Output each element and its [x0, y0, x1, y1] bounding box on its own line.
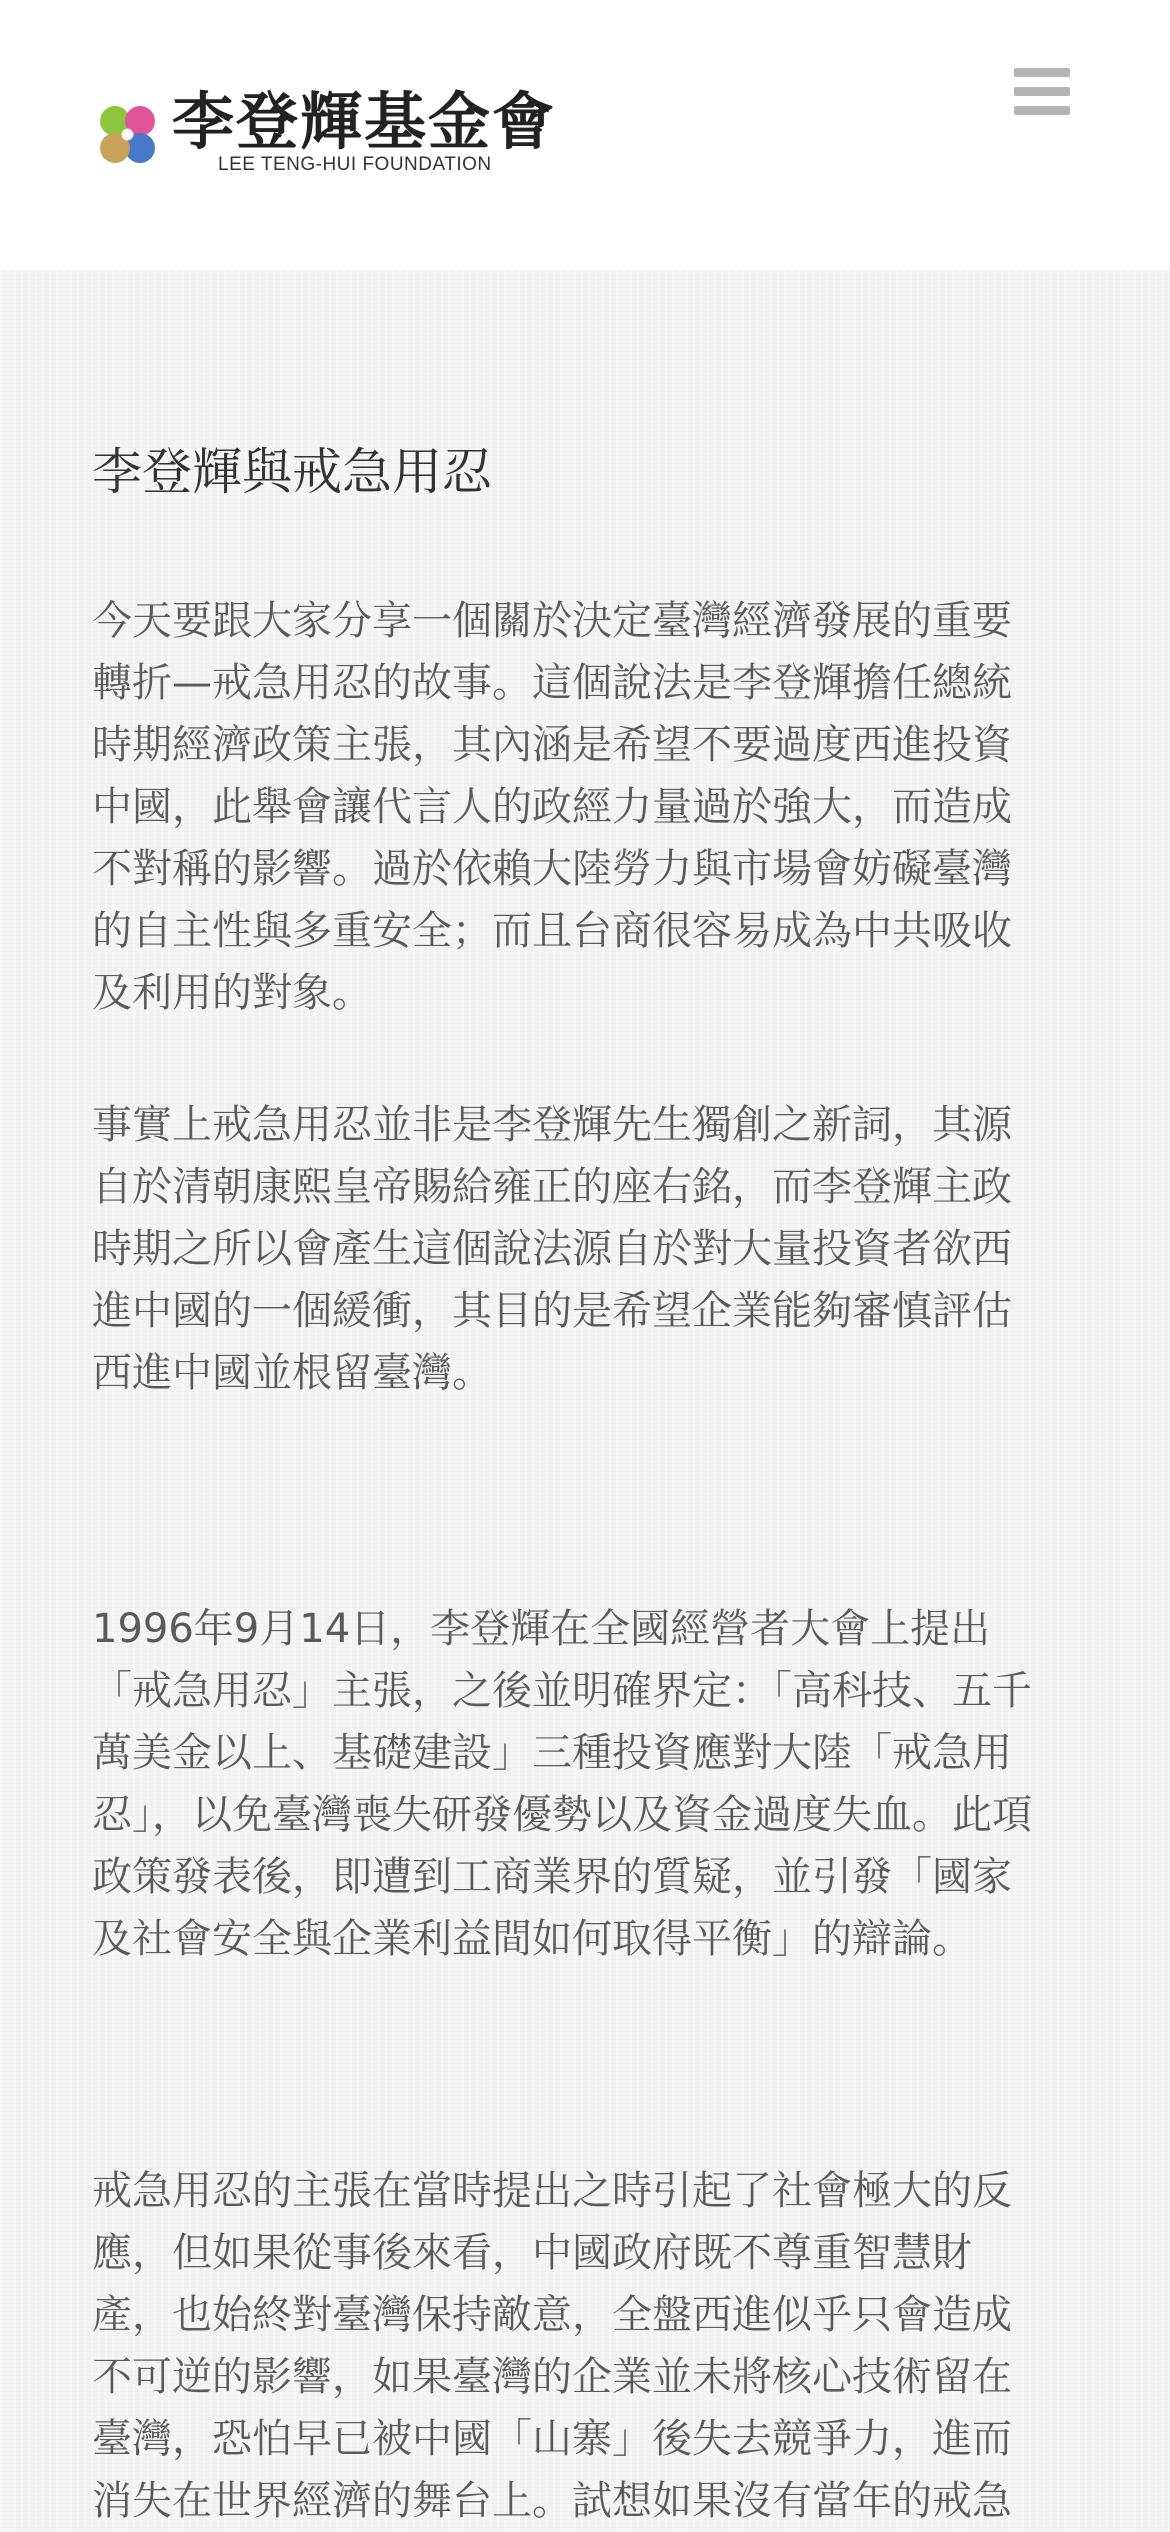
- paragraph-line: 西進中國並根留臺灣。: [92, 1350, 492, 1396]
- paragraph-line: 時期經濟政策主張，其內涵是希望不要過度西進投資: [92, 722, 1012, 768]
- page-title: 李登輝與戒急用忍: [92, 443, 492, 501]
- hamburger-menu-icon[interactable]: [1012, 66, 1074, 120]
- paragraph-line: 自於清朝康熙皇帝賜給雍正的座右銘，而李登輝主政: [92, 1164, 1012, 1210]
- article-paragraph: [92, 1094, 1092, 1404]
- paragraph-line: 「戒急用忍」主張，之後並明確界定：「高科技、五千: [92, 1668, 1032, 1714]
- paragraph-line: 臺灣，恐怕早已被中國「山寨」後失去競爭力，進而: [92, 2416, 1012, 2462]
- paragraph-line: 忍」，以免臺灣喪失研發優勢以及資金過度失血。此項: [92, 1792, 1032, 1838]
- article-paragraph: [92, 1598, 1092, 1970]
- paragraph-line: 今天要跟大家分享一個關於決定臺灣經濟發展的重要: [92, 598, 1012, 644]
- foundation-logo[interactable]: [88, 85, 557, 182]
- paragraph-line: 不可逆的影響，如果臺灣的企業並未將核心技術留在: [92, 2354, 1012, 2400]
- paragraph-line: 事實上戒急用忍並非是李登輝先生獨創之新詞，其源: [92, 1102, 1012, 1148]
- site-header: [0, 0, 1170, 270]
- paragraph-line: 萬美金以上、基礎建設」三種投資應對大陸「戒急用: [92, 1730, 1012, 1776]
- article-content: [0, 270, 1170, 2532]
- article-paragraph: [92, 590, 1092, 1024]
- paragraph-line: 產，也始終對臺灣保持敵意，全盤西進似乎只會造成: [92, 2292, 1012, 2338]
- paragraph-line: 應，但如果從事後來看，中國政府既不尊重智慧財: [92, 2230, 972, 2276]
- paragraph-line: 政策發表後，即遭到工商業界的質疑，並引發「國家: [92, 1854, 1012, 1900]
- menu-bar: [1014, 106, 1070, 115]
- paragraph-line: 1996年9月14日，李登輝在全國經營者大會上提出: [92, 1606, 991, 1652]
- paragraph-line: 進中國的一個緩衝，其目的是希望企業能夠審慎評估: [92, 1288, 1012, 1334]
- menu-bar: [1014, 68, 1070, 77]
- logo-subtitle: LEE TENG-HUI FOUNDATION: [218, 154, 492, 175]
- paragraph-line: 轉折—戒急用忍的故事。這個說法是李登輝擔任總統: [92, 660, 1012, 706]
- paragraph-line: 不對稱的影響。過於依賴大陸勞力與市場會妨礙臺灣: [92, 846, 1012, 892]
- article-paragraph: [92, 2160, 1092, 2532]
- paragraph-line: 消失在世界經濟的舞台上。試想如果沒有當年的戒急: [92, 2478, 1012, 2524]
- paragraph-line: 及利用的對象。: [92, 970, 372, 1016]
- paragraph-line: 時期之所以會產生這個說法源自於對大量投資者欲西: [92, 1226, 1012, 1272]
- menu-bar: [1014, 87, 1070, 96]
- paragraph-line: 戒急用忍的主張在當時提出之時引起了社會極大的反: [92, 2168, 1012, 2214]
- clover-logo-icon: [88, 96, 168, 176]
- logo-name: 李登輝基金會: [172, 85, 557, 158]
- paragraph-line: 的自主性與多重安全；而且台商很容易成為中共吸收: [92, 908, 1012, 954]
- paragraph-line: 及社會安全與企業利益間如何取得平衡」的辯論。: [92, 1916, 972, 1962]
- paragraph-line: 中國，此舉會讓代言人的政經力量過於強大，而造成: [92, 784, 1012, 830]
